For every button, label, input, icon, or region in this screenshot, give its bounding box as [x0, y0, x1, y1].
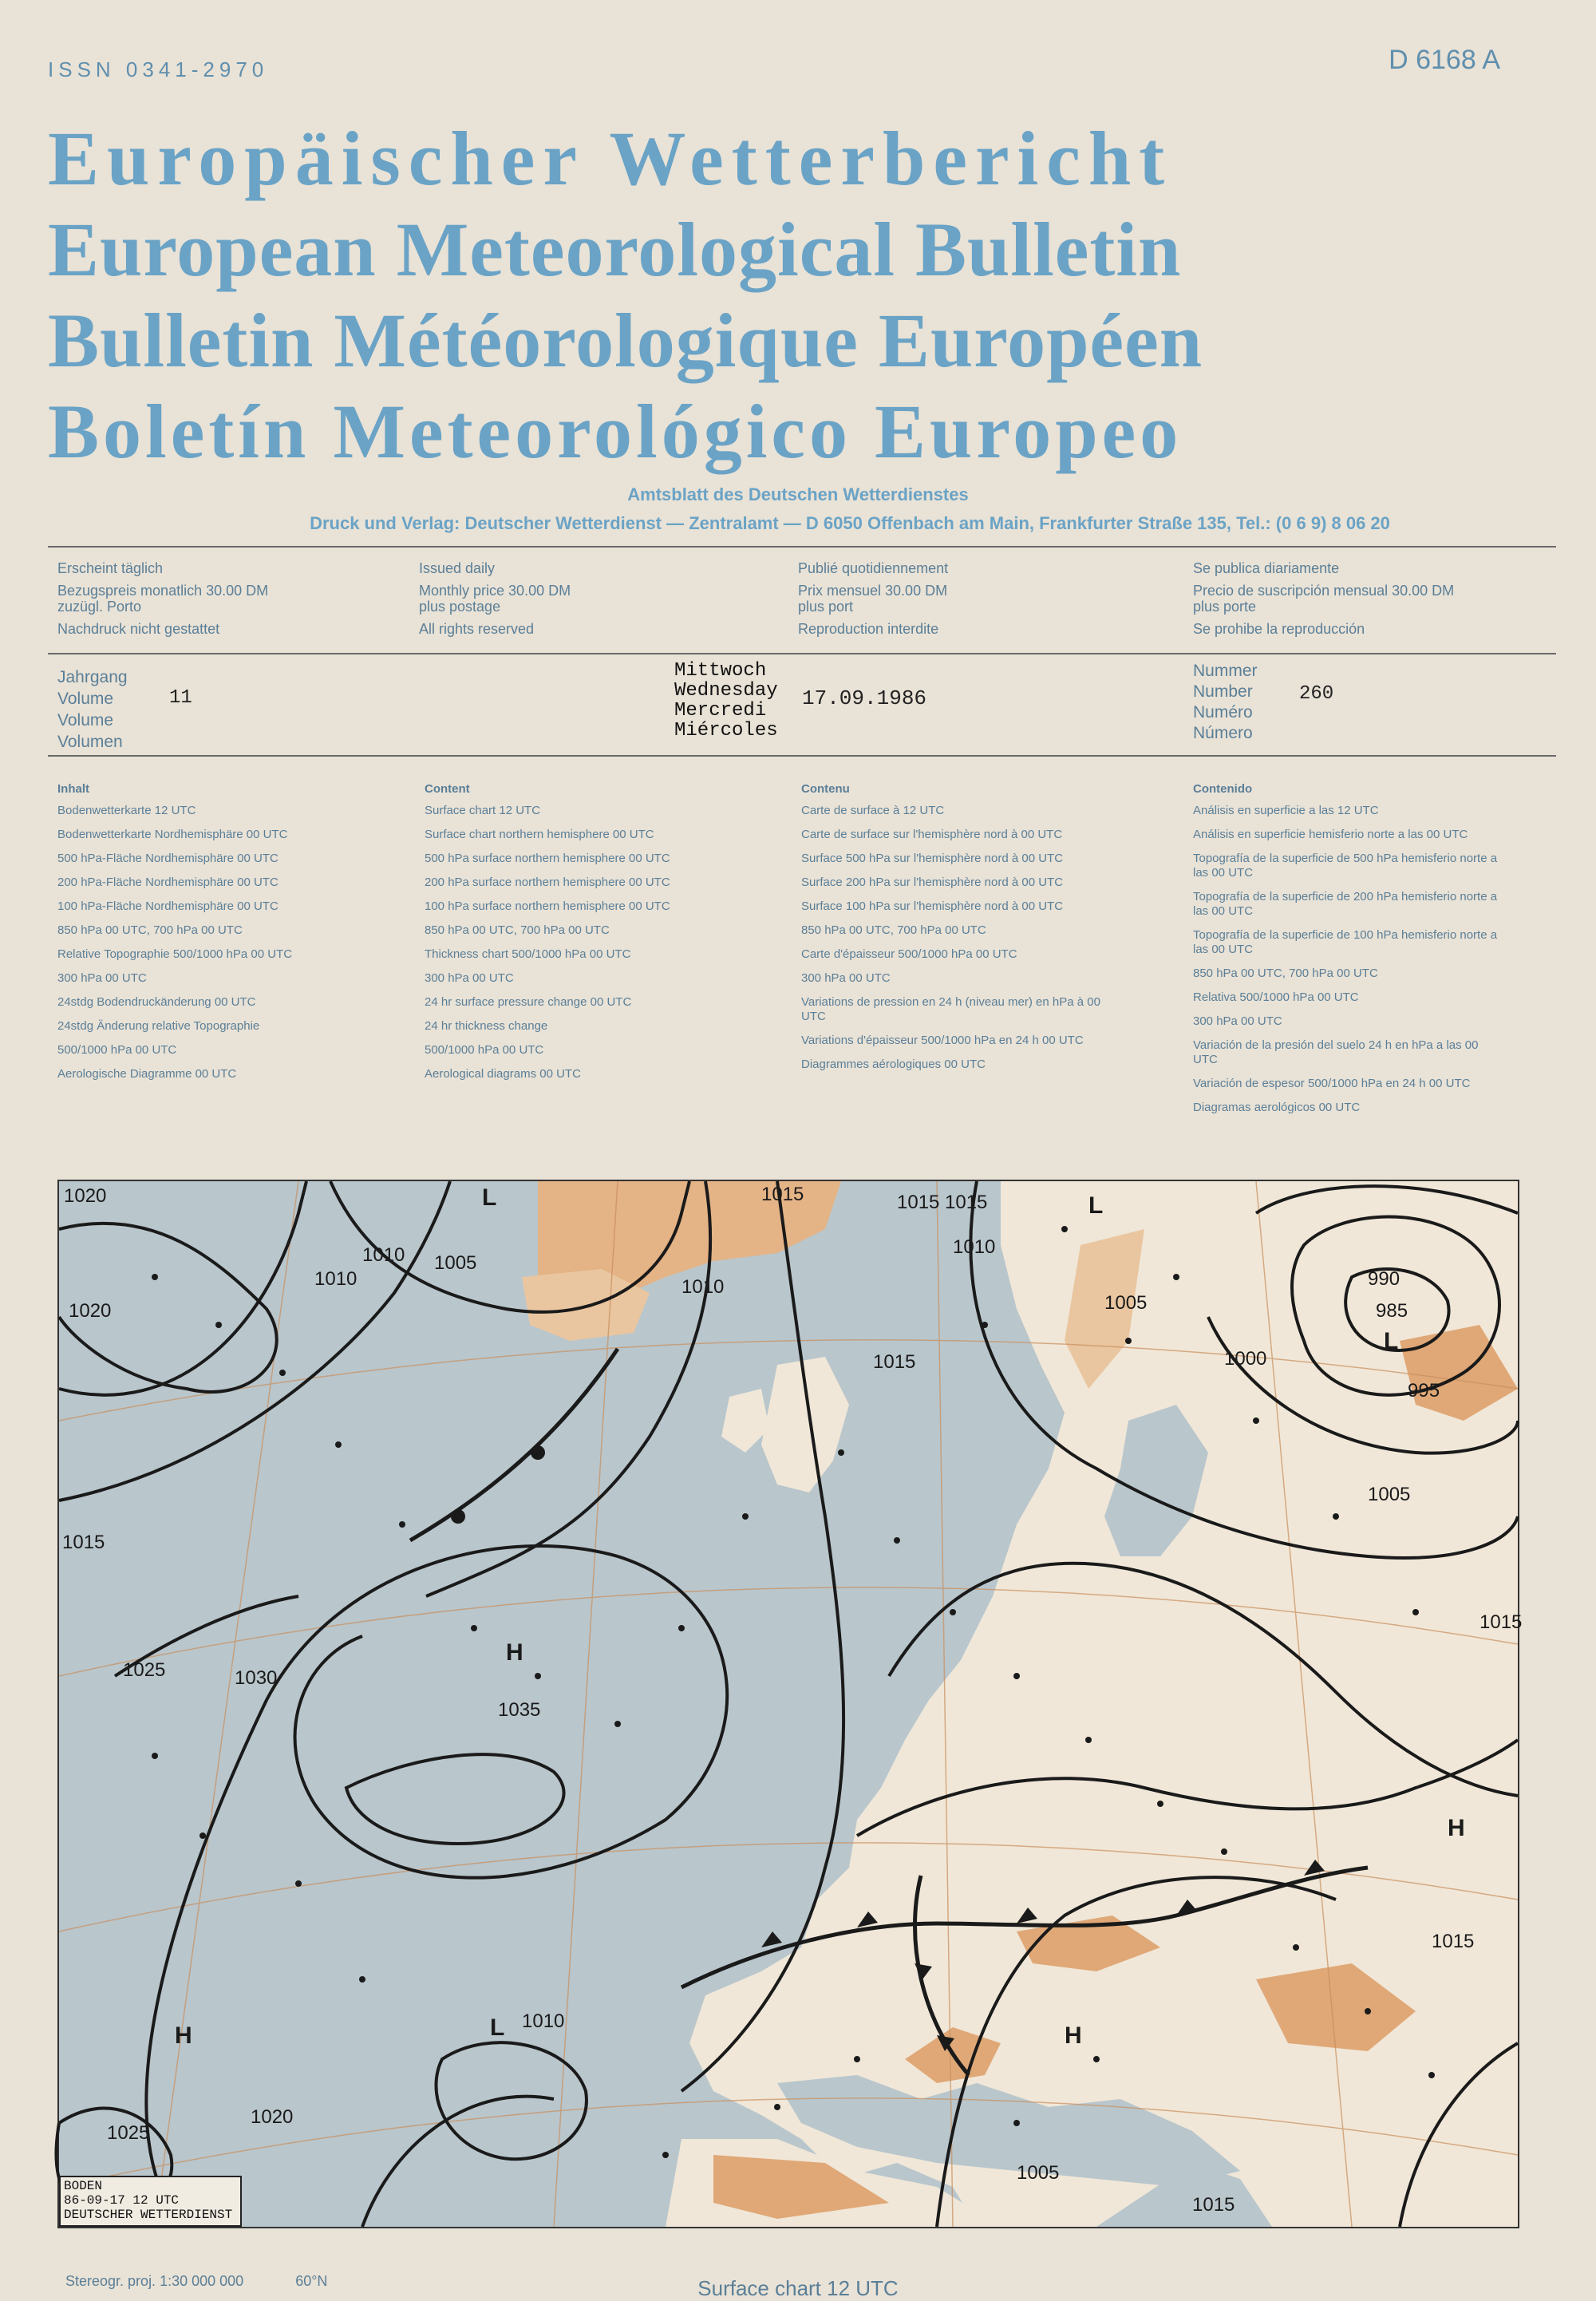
- contents-item: Diagrammes aérologiques 00 UTC: [801, 1058, 986, 1071]
- volume-label: Volumen: [57, 733, 123, 751]
- official-gazette-line: Amtsblatt des Deutschen Wetterdienstes: [627, 484, 969, 504]
- contents-item: 300 hPa 00 UTC: [1193, 1014, 1282, 1028]
- isobar-label: 1005: [1104, 1292, 1148, 1314]
- info-english: [419, 557, 571, 640]
- surface-weather-map: [57, 1180, 1523, 2228]
- high-center: H: [506, 1639, 523, 1666]
- contents-item: 100 hPa-Fläche Nordhemisphäre 00 UTC: [57, 899, 279, 913]
- title-german: Europäischer Wetterbericht: [48, 116, 1173, 201]
- masthead-titles: [48, 113, 1548, 477]
- contents-item: 300 hPa 00 UTC: [425, 971, 514, 985]
- contents-item: Surface 500 hPa sur l'hemisphère nord à 00 UTC: [801, 852, 1064, 865]
- contents-item: Surface 200 hPa sur l'hemisphère nord à 00 UTC: [801, 876, 1064, 889]
- weekday: Miércoles: [674, 720, 778, 741]
- info-line: Erscheint täglich: [57, 560, 164, 576]
- isobar-label: 1020: [251, 2106, 294, 2128]
- isobar-label: 1000: [1224, 1348, 1267, 1370]
- contents-item: Topografía de la superficie de 500 hPa hemisferio norte a las 00 UTC: [1193, 852, 1498, 880]
- projection-latitude: 60°N: [295, 2273, 328, 2289]
- isobar-label: 1010: [953, 1236, 996, 1258]
- stamp-line: BODEN: [64, 2179, 103, 2193]
- contents-item: 24stdg Bodendruckänderung 00 UTC: [57, 995, 256, 1009]
- contents-heading: Contenido: [1193, 782, 1253, 796]
- info-german: [57, 557, 268, 640]
- isobar-label: 1035: [498, 1699, 541, 1721]
- number-label: Nummer: [1193, 662, 1258, 680]
- low-center: L: [1384, 1328, 1399, 1354]
- contents-item: 500/1000 hPa 00 UTC: [425, 1043, 544, 1057]
- contents-item: Variations de pression en 24 h (niveau mer) en hPa à 00 UTC: [801, 995, 1100, 1023]
- info-line: plus port: [798, 599, 854, 615]
- volume-value: 11: [169, 687, 192, 709]
- contents-item: Variación de espesor 500/1000 hPa en 24 h 00 UTC: [1193, 1077, 1471, 1090]
- isobar-label: 1025: [107, 2122, 150, 2144]
- title-english: European Meteorological Bulletin: [48, 207, 1182, 292]
- contents-item: 850 hPa 00 UTC, 700 hPa 00 UTC: [801, 923, 986, 937]
- volume-label: Jahrgang: [57, 668, 128, 686]
- contents-french: [801, 782, 1120, 1081]
- divider: [48, 755, 1556, 757]
- high-center: H: [1448, 1815, 1465, 1841]
- number-label: Número: [1193, 724, 1253, 742]
- info-line: zuzügl. Porto: [57, 599, 142, 615]
- low-center: L: [482, 1184, 497, 1211]
- isobar-label: 1005: [1017, 2162, 1060, 2184]
- info-line: All rights reserved: [419, 621, 535, 637]
- contents-item: 100 hPa surface northern hemisphere 00 UTC: [425, 899, 670, 913]
- map-drawing: [59, 1181, 1523, 2227]
- volume-label: Volume: [57, 711, 114, 729]
- isobar-label: 1010: [362, 1244, 405, 1266]
- contents-german: [57, 782, 393, 1091]
- document-code: D 6168 A: [1389, 45, 1500, 75]
- contents-spanish: [1193, 782, 1504, 1125]
- contents-heading: Content: [425, 782, 470, 796]
- contents-item: Topografía de la superficie de 100 hPa hemisferio norte a las 00 UTC: [1193, 928, 1498, 956]
- contents-item: Relativa 500/1000 hPa 00 UTC: [1193, 990, 1359, 1004]
- high-center: H: [1065, 2022, 1082, 2049]
- info-line: Prix mensuel 30.00 DM: [798, 583, 948, 599]
- contents-item: 24stdg Änderung relative Topographie: [57, 1019, 260, 1033]
- volume-labels: [57, 666, 128, 753]
- high-center: H: [175, 2022, 192, 2049]
- info-line: Publié quotidiennement: [798, 560, 949, 576]
- chart-stamp: [59, 2176, 242, 2227]
- contents-item: Thickness chart 500/1000 hPa 00 UTC: [425, 947, 631, 961]
- contents-item: Relative Topographie 500/1000 hPa 00 UTC: [57, 947, 293, 961]
- isobar-label: 1015: [1479, 1611, 1523, 1633]
- info-spanish: [1193, 557, 1454, 640]
- isobar-label: 990: [1368, 1268, 1400, 1290]
- info-line: Precio de suscripción mensual 30.00 DM: [1193, 583, 1455, 599]
- contents-heading: Inhalt: [57, 782, 89, 796]
- contents-item: Topografía de la superficie de 200 hPa hemisferio norte a las 00 UTC: [1193, 890, 1498, 918]
- publisher-line: Druck und Verlag: Deutscher Wetterdienst — Zentralamt — D 6050 Offenbach am Main, Frankfurter Straße 135, Tel.: (0 6 9) 8 06 20: [310, 513, 1390, 533]
- isobar-label: 1015: [873, 1351, 916, 1373]
- low-center: L: [1088, 1192, 1104, 1219]
- contents-heading: Contenu: [801, 782, 850, 796]
- number-labels: [1193, 661, 1258, 744]
- title-spanish: Boletín Meteorológico Europeo: [48, 389, 1183, 474]
- info-line: Issued daily: [419, 560, 496, 576]
- stamp-line: 86-09-17 12 UTC: [64, 2193, 180, 2208]
- isobar-label: 1015: [761, 1184, 804, 1205]
- isobar-label: 1030: [235, 1667, 278, 1689]
- contents-item: Surface chart 12 UTC: [425, 804, 541, 817]
- weekday-labels: [674, 661, 778, 741]
- info-line: Nachdruck nicht gestattet: [57, 621, 220, 637]
- low-center: L: [490, 2014, 505, 2041]
- issn: ISSN 0341-2970: [48, 57, 269, 81]
- isobar-label: 1015: [1192, 2194, 1235, 2216]
- isobar-label: 1020: [64, 1185, 107, 1207]
- contents-item: 24 hr thickness change: [425, 1019, 548, 1033]
- info-line: Monthly price 30.00 DM: [419, 583, 571, 599]
- info-french: [798, 557, 948, 640]
- stamp-line: DEUTSCHER WETTERDIENST: [64, 2208, 233, 2222]
- contents-item: 850 hPa 00 UTC, 700 hPa 00 UTC: [425, 923, 610, 937]
- contents-english: [425, 782, 768, 1091]
- isobar-label: 995: [1408, 1380, 1440, 1402]
- contents-item: Aerologische Diagramme 00 UTC: [57, 1067, 237, 1081]
- info-line: Se prohibe la reproducción: [1193, 621, 1365, 637]
- issue-number: 260: [1299, 683, 1334, 705]
- isobar-label: 1020: [69, 1300, 112, 1322]
- isobar-label: 1015: [62, 1532, 105, 1553]
- isobar-label: 1015: [945, 1192, 988, 1213]
- contents-item: Análisis en superficie hemisferio norte a las 00 UTC: [1193, 828, 1468, 841]
- isobar-label: 1005: [1368, 1484, 1411, 1505]
- contents-item: 300 hPa 00 UTC: [801, 971, 891, 985]
- contents-item: Carte de surface à 12 UTC: [801, 804, 945, 817]
- contents-item: 850 hPa 00 UTC, 700 hPa 00 UTC: [57, 923, 243, 937]
- isobar-label: 1010: [681, 1276, 725, 1298]
- contents-item: Carte de surface sur l'hemisphère nord à 00 UTC: [801, 828, 1063, 841]
- info-line: Reproduction interdite: [798, 621, 939, 637]
- info-line: plus postage: [419, 599, 501, 615]
- isobar-label: 985: [1376, 1300, 1408, 1322]
- contents-item: Análisis en superficie a las 12 UTC: [1193, 804, 1379, 817]
- isobar-label: 1015: [897, 1192, 940, 1213]
- contents-item: 500/1000 hPa 00 UTC: [57, 1043, 177, 1057]
- isobar-label: 1010: [522, 2010, 565, 2032]
- contents-item: Carte d'épaisseur 500/1000 hPa 00 UTC: [801, 947, 1017, 961]
- contents-item: Bodenwetterkarte Nordhemisphäre 00 UTC: [57, 828, 288, 841]
- contents-item: 850 hPa 00 UTC, 700 hPa 00 UTC: [1193, 967, 1378, 980]
- contents-item: 500 hPa surface northern hemisphere 00 UTC: [425, 852, 670, 865]
- info-line: plus porte: [1193, 599, 1257, 615]
- divider: [48, 653, 1556, 654]
- weekday: Mercredi: [674, 700, 767, 722]
- map-caption: Surface chart 12 UTC: [697, 2276, 899, 2300]
- contents-item: 200 hPa surface northern hemisphere 00 UTC: [425, 876, 670, 889]
- divider: [48, 546, 1556, 548]
- projection-scale: Stereogr. proj. 1:30 000 000: [65, 2273, 244, 2289]
- number-label: Numéro: [1193, 703, 1253, 722]
- contents-item: Diagramas aerológicos 00 UTC: [1193, 1101, 1361, 1114]
- contents-item: Variations d'épaisseur 500/1000 hPa en 24 h 00 UTC: [801, 1034, 1084, 1047]
- weekday: Mittwoch: [674, 660, 767, 682]
- weekday: Wednesday: [674, 680, 778, 702]
- isobar-label: 1010: [314, 1268, 358, 1290]
- title-french: Bulletin Météorologique Européen: [48, 298, 1203, 383]
- number-label: Number: [1193, 682, 1253, 701]
- contents-item: 500 hPa-Fläche Nordhemisphäre 00 UTC: [57, 852, 279, 865]
- contents-item: 300 hPa 00 UTC: [57, 971, 147, 985]
- info-line: Bezugspreis monatlich 30.00 DM: [57, 583, 269, 599]
- info-line: Se publica diariamente: [1193, 560, 1340, 576]
- contents-item: 24 hr surface pressure change 00 UTC: [425, 995, 632, 1009]
- contents-item: Aerological diagrams 00 UTC: [425, 1067, 581, 1081]
- contents-item: Bodenwetterkarte 12 UTC: [57, 804, 196, 817]
- isobar-label: 1005: [434, 1252, 477, 1274]
- contents-item: Surface chart northern hemisphere 00 UTC: [425, 828, 654, 841]
- isobar-label: 1025: [123, 1659, 166, 1681]
- contents-item: Surface 100 hPa sur l'hemisphère nord à 00 UTC: [801, 899, 1064, 913]
- contents-item: 200 hPa-Fläche Nordhemisphäre 00 UTC: [57, 876, 279, 889]
- volume-label: Volume: [57, 690, 114, 708]
- contents-item: Variación de la presión del suelo 24 h en hPa a las 00 UTC: [1193, 1038, 1479, 1066]
- isobar-label: 1015: [1432, 1931, 1475, 1952]
- issue-date: 17.09.1986: [802, 686, 927, 710]
